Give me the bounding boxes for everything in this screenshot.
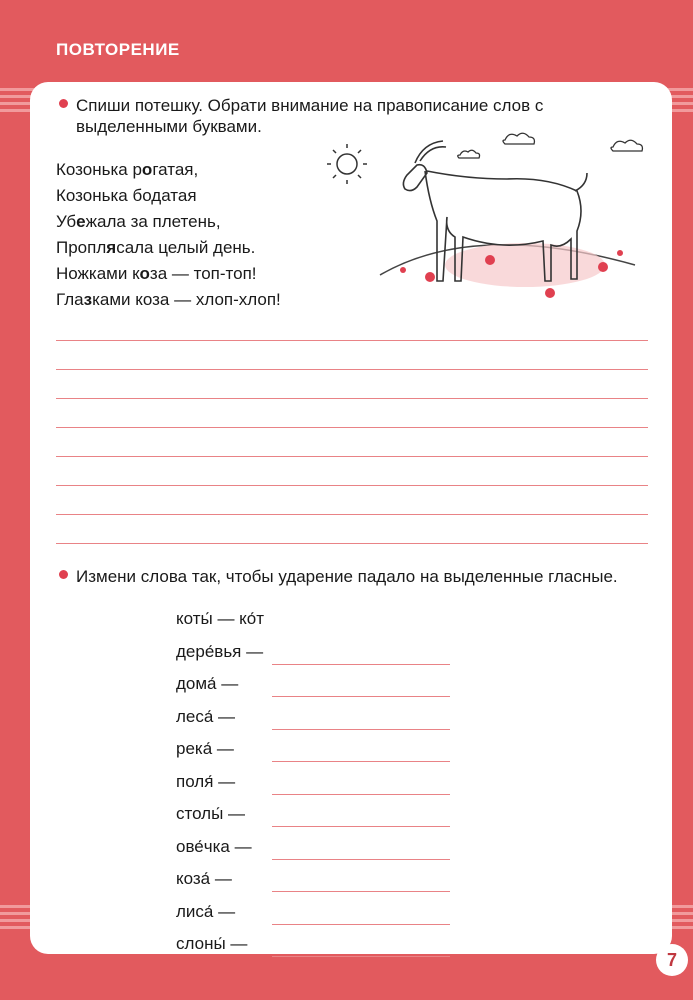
bullet-icon (59, 570, 68, 579)
poem-line: Убежала за плетень, (56, 212, 221, 231)
writing-line[interactable] (56, 456, 648, 457)
writing-line[interactable] (56, 398, 648, 399)
section-title: ПОВТОРЕНИЕ (56, 40, 180, 59)
poem-line: Глазками коза — хлоп-хлоп! (56, 290, 281, 309)
bullet-icon (59, 99, 68, 108)
poem-line: Проплясала целый день. (56, 238, 256, 257)
writing-line[interactable] (56, 340, 648, 341)
writing-line[interactable] (56, 427, 648, 428)
poem-line: Козонька рогатая, (56, 160, 199, 179)
sun-icon (327, 144, 367, 184)
goat-illustration (325, 125, 650, 320)
task1-instruction: Спиши потешку. Обрати внимание на правописание слов с выделенными буквами. (76, 96, 544, 136)
page-number: 7 (656, 944, 688, 976)
writing-line[interactable] (56, 543, 648, 544)
answer-line[interactable] (272, 664, 450, 665)
writing-line[interactable] (56, 369, 648, 370)
answer-line[interactable] (272, 729, 450, 730)
poem-line: Ножками коза — топ-топ! (56, 264, 257, 283)
answer-line[interactable] (272, 891, 450, 892)
task2-instruction: Измени слова так, чтобы ударение падало на выделенные гласные. (76, 567, 618, 586)
poem (56, 157, 281, 313)
answer-line[interactable] (272, 794, 450, 795)
answer-line[interactable] (272, 761, 450, 762)
answer-line[interactable] (272, 696, 450, 697)
cloud-icon (458, 133, 643, 158)
poem-line: Козонька бодатая (56, 186, 197, 205)
answer-line[interactable] (272, 859, 450, 860)
writing-line[interactable] (56, 485, 648, 486)
answer-line[interactable] (272, 956, 450, 957)
answer-line[interactable] (272, 924, 450, 925)
answer-line[interactable] (272, 826, 450, 827)
writing-line[interactable] (56, 514, 648, 515)
